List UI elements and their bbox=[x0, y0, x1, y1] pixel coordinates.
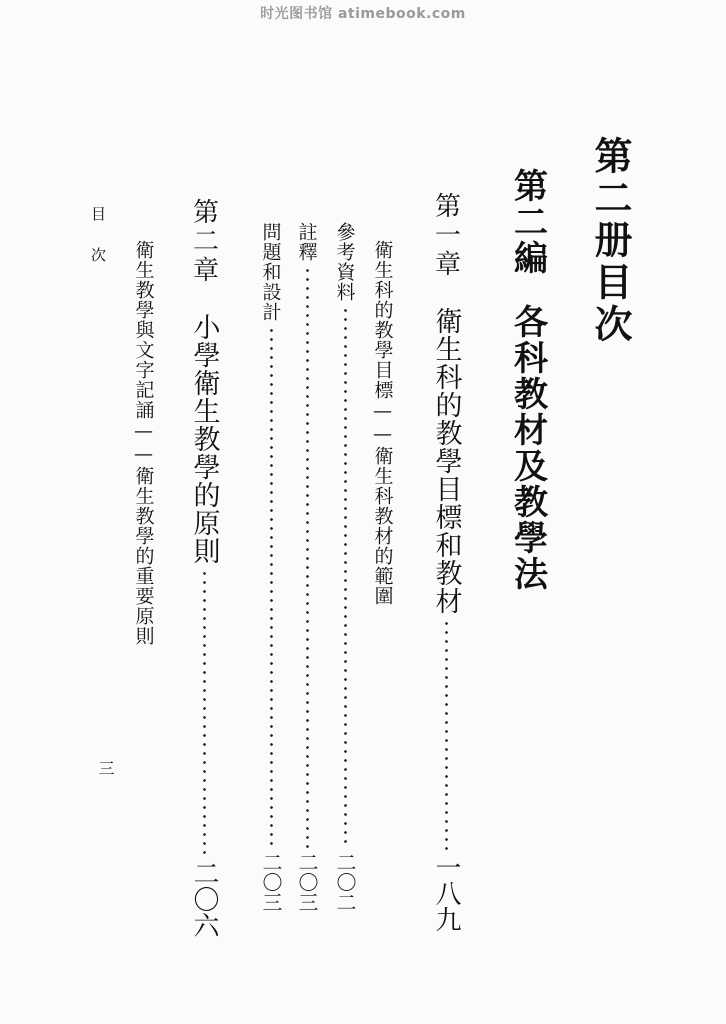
running-head: 目次 bbox=[89, 206, 107, 288]
volume-title: 第二册目次 bbox=[588, 136, 633, 346]
section-references-page: 二〇二 bbox=[333, 852, 357, 912]
toc-entry-chapter-2 bbox=[184, 198, 224, 938]
toc-entry-section-references bbox=[330, 222, 360, 912]
section-references-title: 參考資料 bbox=[333, 222, 356, 302]
section-objectives-title: 衛生科的教學目標——衛生科教材的範圍 bbox=[371, 240, 394, 606]
leader-dots bbox=[203, 569, 206, 856]
watermark: 时光图书馆 atimebook.com bbox=[260, 6, 466, 22]
leader-dots bbox=[344, 306, 347, 848]
toc-entry-section-principles bbox=[128, 240, 160, 646]
leader-dots bbox=[270, 326, 273, 848]
section-notes-title: 註釋 bbox=[295, 222, 318, 262]
page-number: 三 bbox=[96, 760, 115, 776]
toc-entry-section-problems bbox=[256, 222, 286, 912]
chapter-2-title: 小學衛生教學的原則 bbox=[188, 313, 220, 565]
toc-entry-section-notes bbox=[292, 222, 322, 912]
leader-dots bbox=[445, 619, 448, 850]
chapter-1-title: 衛生科的教學目標和教材 bbox=[430, 307, 462, 615]
chapter-1-number: 第一章 bbox=[430, 192, 461, 279]
section-principles-title: 衛生教學與文字記誦——衛生教學的重要原則 bbox=[132, 240, 155, 646]
part-title: 各科教材及教學法 bbox=[507, 304, 548, 592]
chapter-1-page: 一八九 bbox=[431, 854, 461, 932]
section-problems-title: 問題和設計 bbox=[259, 222, 282, 322]
part-heading bbox=[504, 168, 552, 592]
part-number: 第二編 bbox=[507, 168, 548, 276]
chapter-2-page: 二〇六 bbox=[189, 860, 219, 938]
leader-dots bbox=[306, 266, 309, 848]
section-problems-page: 二〇三 bbox=[259, 852, 283, 912]
section-notes-page: 二〇三 bbox=[295, 852, 319, 912]
toc-entry-chapter-1 bbox=[426, 192, 466, 932]
toc-entry-section-objectives bbox=[367, 240, 399, 606]
chapter-2-number: 第二章 bbox=[188, 198, 219, 285]
